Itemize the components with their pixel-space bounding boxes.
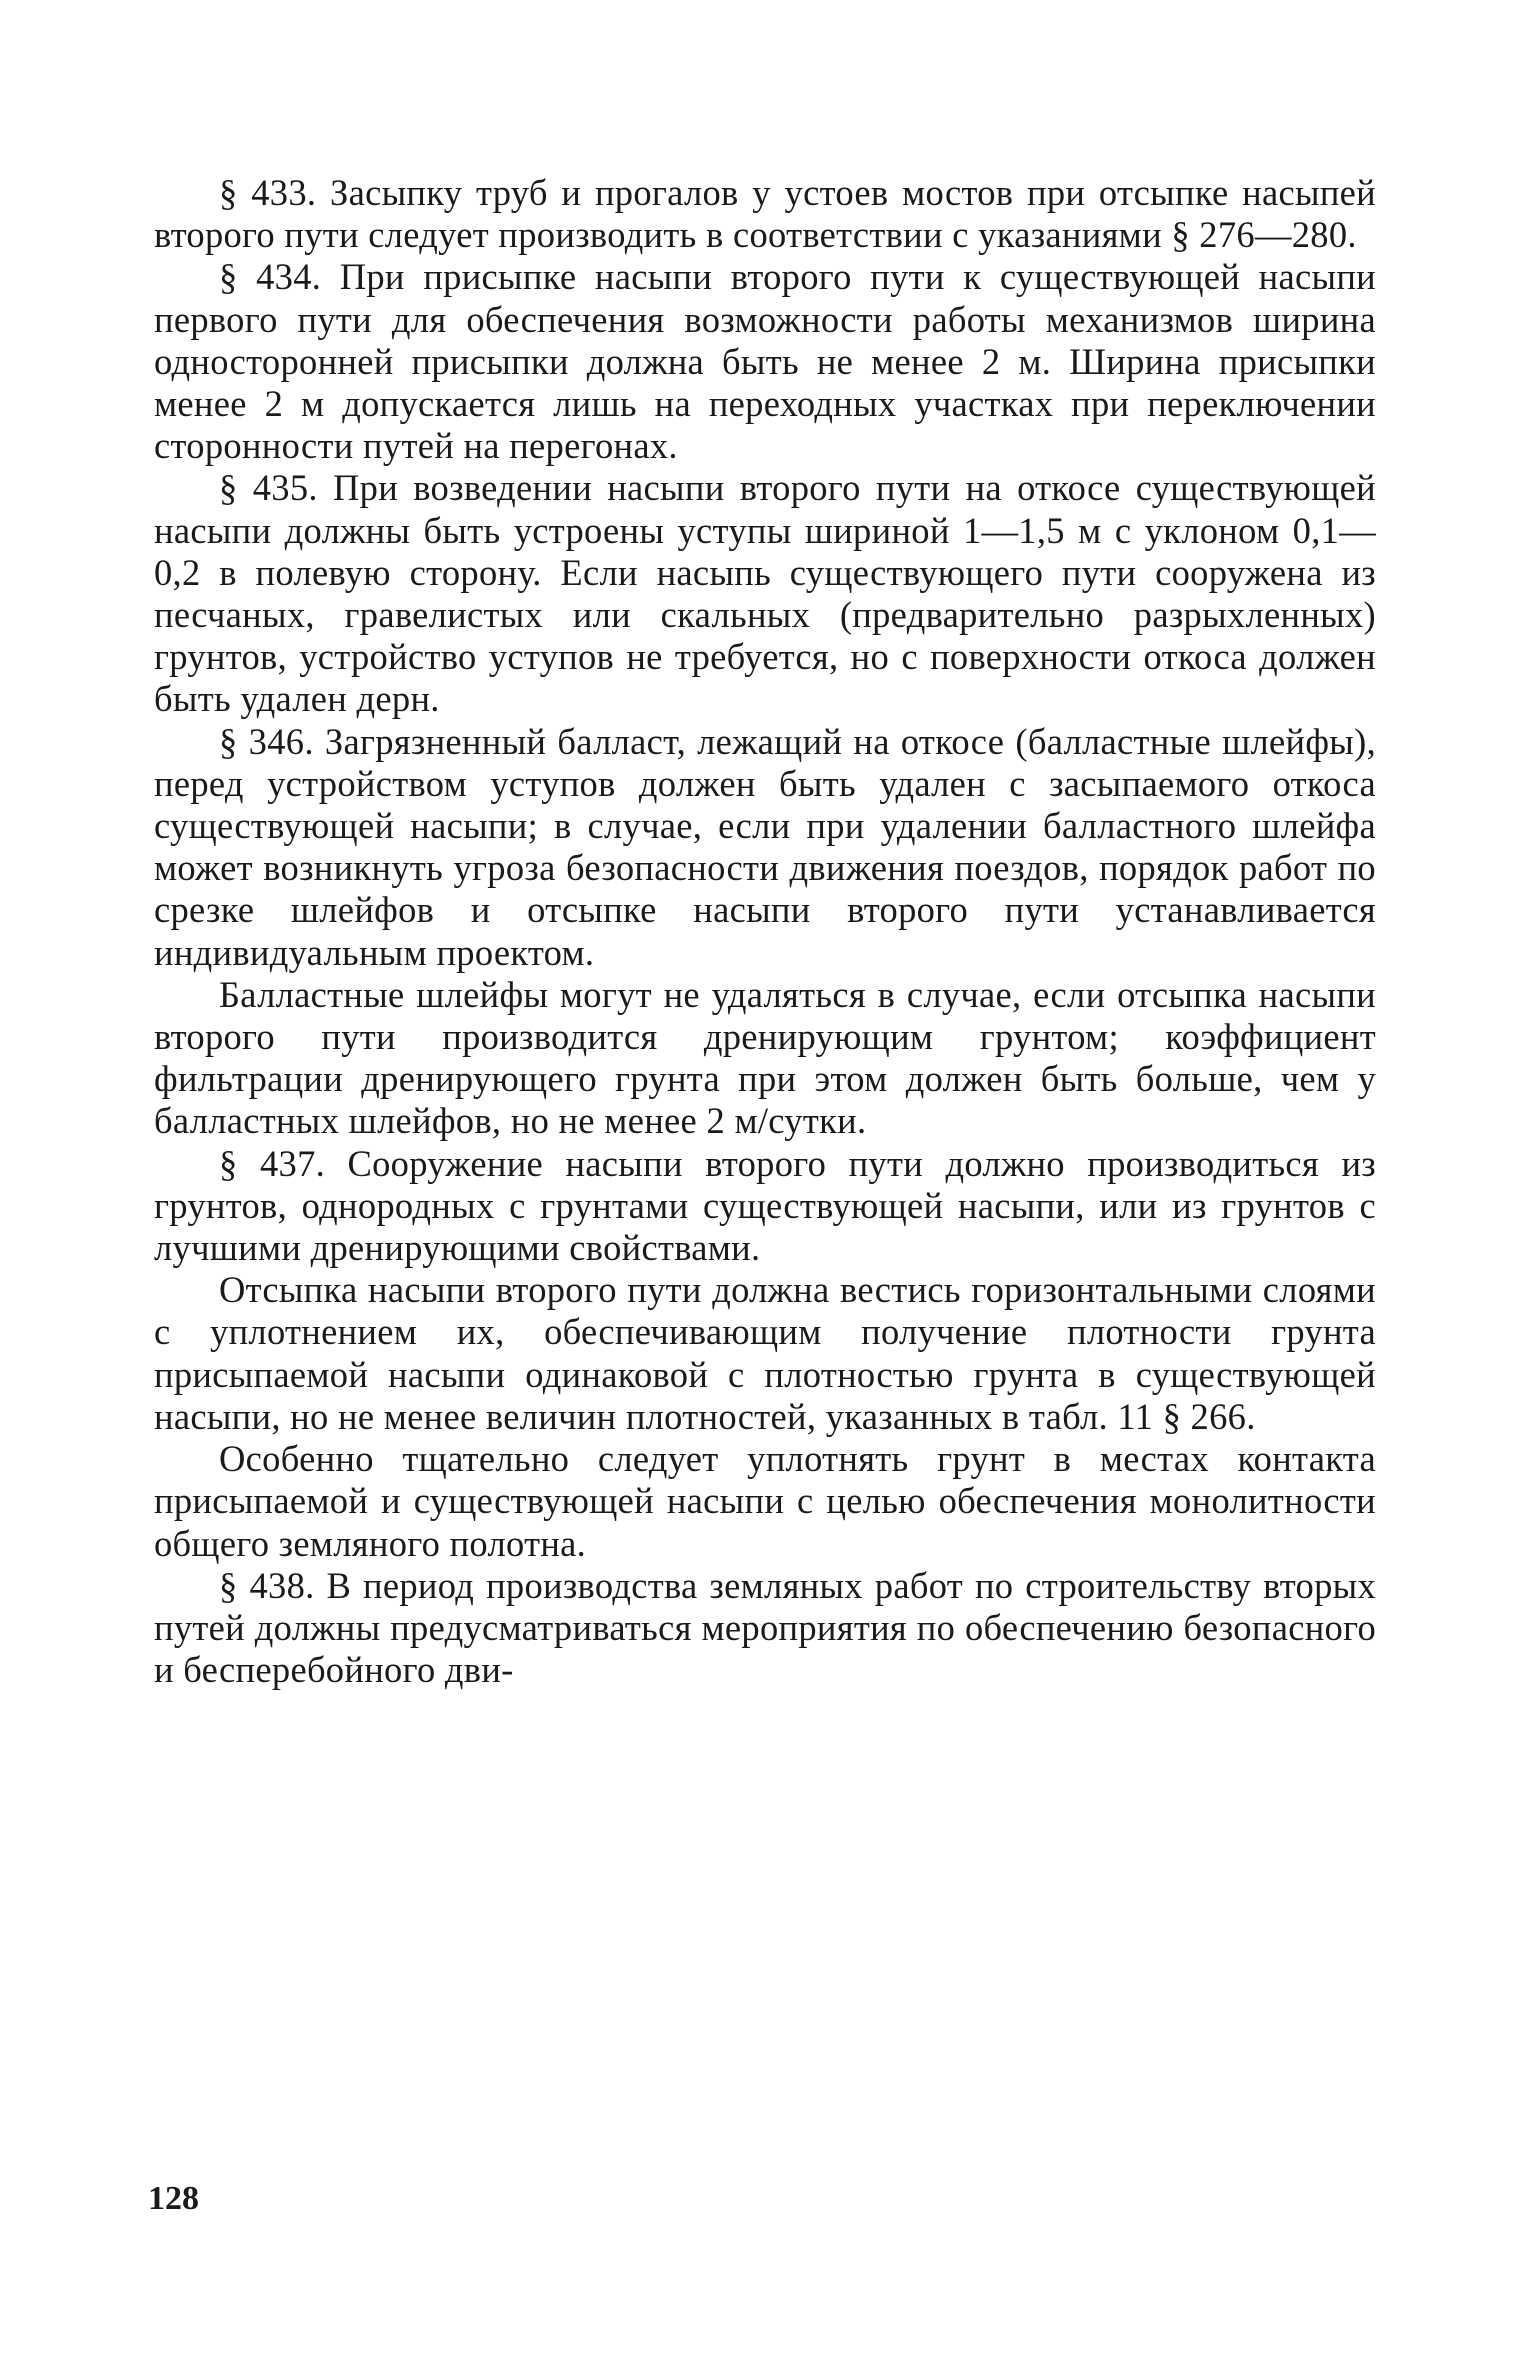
paragraph-compaction: Особенно тщательно следует уплотнять грунт в местах контакта присыпаемой и существующей насыпи с целью обеспечения монолитности общего земляного полотна. [154, 1438, 1376, 1564]
paragraph-438: § 438. В период производства земляных работ по строительству вторых путей должны предусматриваться мероприятия по обеспечению безопасного и бесперебойного дви- [154, 1564, 1376, 1691]
paragraph-layering: Отсыпка насыпи второго пути должна вестись горизонтальными слоями с уплотнением их, обеспечивающим получение плотности грунта присыпаемой насыпи одинаковой с плотностью грунта в существующей насыпи, но не менее величин плотностей, указанных в табл. 11 § 266. [154, 1269, 1376, 1437]
paragraph-ballast-note: Балластные шлейфы могут не удаляться в случае, если отсыпка насыпи второго пути производится дренирующим грунтом; коэффициент фильтрации дренирующего грунта при этом должен быть больше, чем у балластных шлейфов, но не менее 2 м/сутки. [154, 973, 1376, 1142]
paragraph-434: § 434. При присыпке насыпи второго пути к существующей насыпи первого пути для обеспечения возможности работы механизмов ширина односторонней присыпки должна быть не менее 2 м. Ширина присыпки менее 2 м допускается лишь на переходных участках при переключении сторонности путей на перегонах. [154, 256, 1376, 467]
paragraph-435: § 435. При возведении насыпи второго пути на откосе существующей насыпи должны быть устроены уступы шириной 1—1,5 м с уклоном 0,1—0,2 в полевую сторону. Если насыпь существующего пути сооружена из песчаных, гравелистых или скальных (предварительно разрыхленных) грунтов, устройство уступов не требуется, но с поверхности откоса должен быть удален дерн. [154, 467, 1376, 720]
paragraph-433: § 433. Засыпку труб и прогалов у устоев мостов при отсыпке насыпей второго пути следует производить в соответствии с указаниями § 276—280. [154, 172, 1376, 256]
page-number: 128 [148, 2180, 199, 2217]
paragraph-437: § 437. Сооружение насыпи второго пути должно производиться из грунтов, однородных с грунтами существующей насыпи, или из грунтов с лучшими дренирующими свойствами. [154, 1142, 1376, 1269]
page-body [154, 172, 1376, 1691]
paragraph-346: § 346. Загрязненный балласт, лежащий на откосе (балластные шлейфы), перед устройством уступов должен быть удален с засыпаемого откоса существующей насыпи; в случае, если при удалении балластного шлейфа может возникнуть угроза безопасности движения поездов, порядок работ по срезке шлейфов и отсыпке насыпи второго пути устанавливается индивидуальным проектом. [154, 720, 1376, 973]
